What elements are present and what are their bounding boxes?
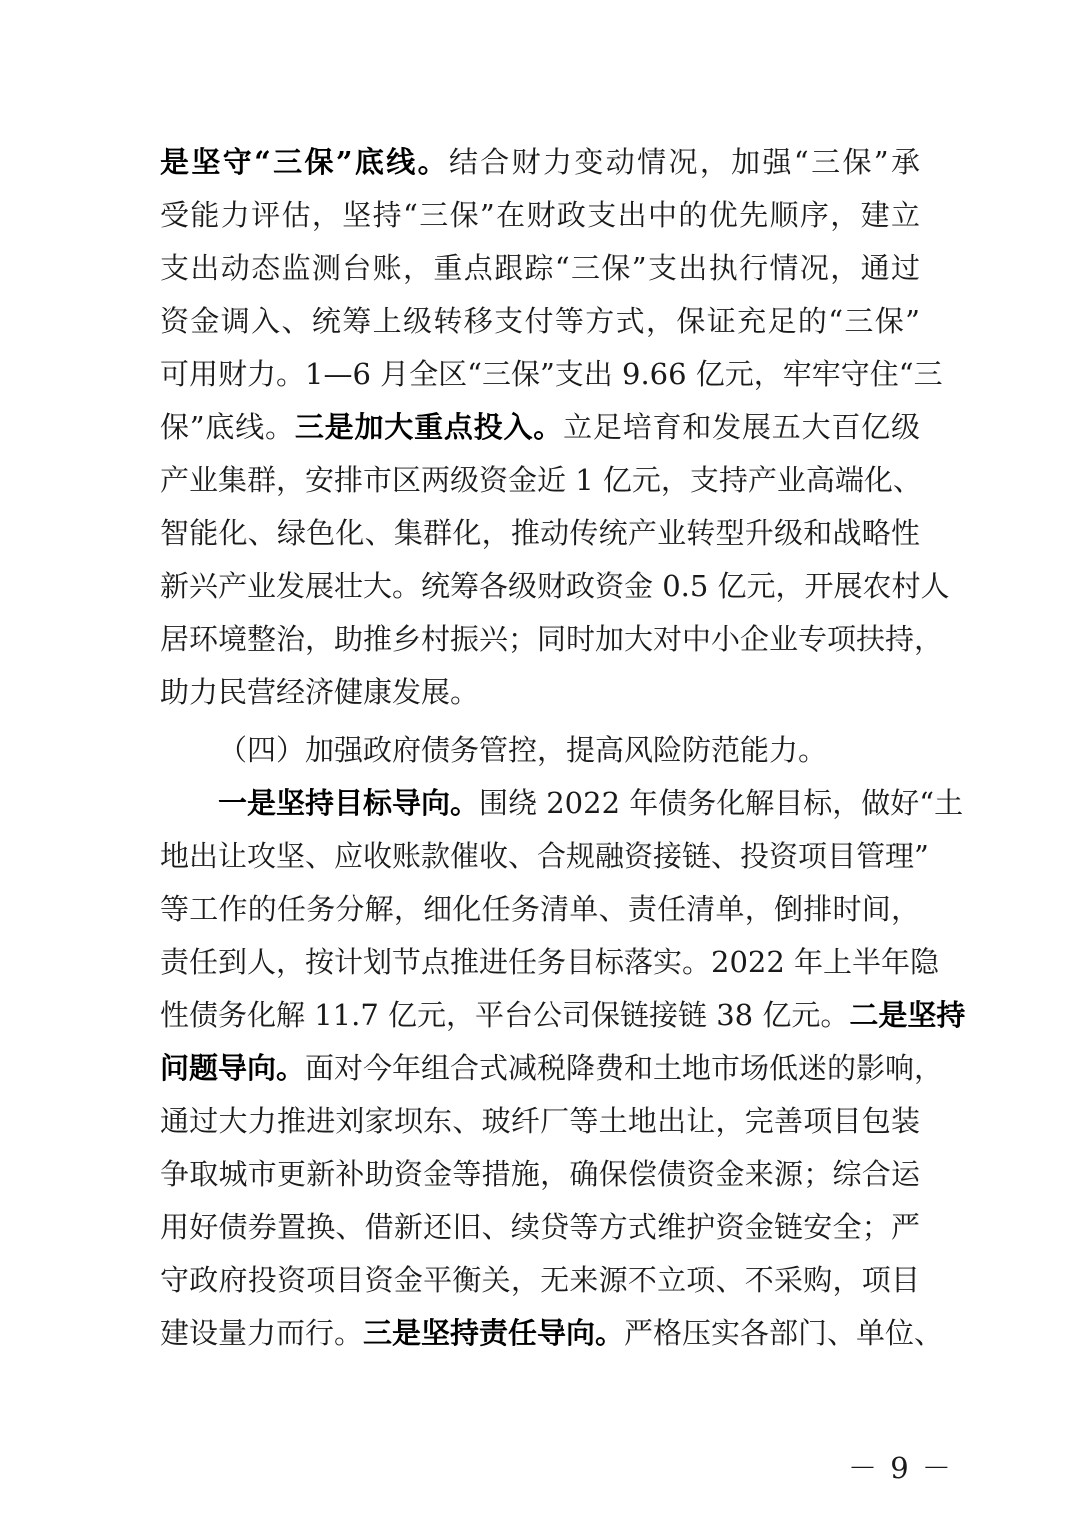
- bold-lead: 三是加大重点投入。: [294, 410, 564, 444]
- text-line: 争取城市更新补助资金等措施，确保偿债资金来源；综合运: [160, 1157, 920, 1191]
- text-line: 责任到人，按计划节点推进任务目标落实。2022 年上半年隐: [160, 945, 940, 979]
- paragraph-debt: [160, 777, 966, 1360]
- text-line: 支出动态监测台账，重点跟踪“三保”支出执行情况，通过: [160, 251, 920, 285]
- text-line: 新兴产业发展壮大。统筹各级财政资金 0.5 亿元，开展农村人: [160, 569, 950, 603]
- text-line: 助力民营经济健康发展。: [160, 675, 480, 709]
- line-text: 严格压实各部门、单位、: [624, 1316, 944, 1350]
- text-line: [160, 1042, 944, 1095]
- line-text: 立足培育和发展五大百亿级: [563, 410, 920, 444]
- text-line: 产业集群，安排市区两级资金近 1 亿元，支持产业高端化、: [160, 463, 922, 497]
- section-heading: （四）加强政府债务管控，提高风险防范能力。: [218, 733, 828, 767]
- line-text: 结合财力变动情况，加强“三保”承: [448, 145, 920, 179]
- text-line: 通过大力推进刘家坝东、玻纤厂等土地出让，完善项目包装: [160, 1104, 920, 1138]
- text-line: 地出让攻坚、应收账款催收、合规融资接链、投资项目管理”: [160, 839, 929, 873]
- paragraph-sanbao: [160, 136, 950, 719]
- text-line: 资金调入、统筹上级转移支付等方式，保证充足的“三保”: [160, 304, 920, 338]
- text-line: [160, 136, 920, 189]
- bold-lead: 二是坚持: [849, 998, 966, 1032]
- text-line: [160, 989, 966, 1042]
- text-line: 守政府投资项目资金平衡关，无来源不立项、不采购，项目: [160, 1263, 920, 1297]
- text-line: [160, 1307, 944, 1360]
- text-line: 等工作的任务分解，细化任务清单、责任清单，倒排时间，: [160, 892, 920, 926]
- line-text: 面对今年组合式减税降费和土地市场低迷的影响，: [305, 1051, 944, 1085]
- bold-lead: 一是坚持目标导向。: [218, 786, 480, 820]
- bold-lead: 问题导向。: [160, 1051, 306, 1085]
- text-line: 智能化、绿色化、集群化，推动传统产业转型升级和战略性: [160, 516, 920, 550]
- section-heading-block: [160, 724, 920, 777]
- line-text: 建设量力而行。: [160, 1316, 364, 1350]
- line-text: 围绕 2022 年债务化解目标，做好“土: [479, 786, 964, 820]
- page-number: － 9 －: [848, 1451, 953, 1485]
- bold-lead: 是坚守“三保”底线。: [160, 145, 449, 179]
- text-line: 受能力评估，坚持“三保”在财政支出中的优先顺序，建立: [160, 198, 920, 232]
- text-line: [160, 777, 964, 830]
- bold-lead: 三是坚持责任导向。: [363, 1316, 625, 1350]
- text-line: 用好债券置换、借新还旧、续贷等方式维护资金链安全；严: [160, 1210, 920, 1244]
- line-text: 性债务化解 11.7 亿元，平台公司保链接链 38 亿元。: [160, 998, 850, 1032]
- text-line: 居环境整治，助推乡村振兴；同时加大对中小企业专项扶持，: [160, 622, 944, 656]
- text-line: [160, 401, 920, 454]
- line-text: 保”底线。: [160, 410, 295, 444]
- text-line: 可用财力。1—6 月全区“三保”支出 9.66 亿元，牢牢守住“三: [160, 357, 943, 391]
